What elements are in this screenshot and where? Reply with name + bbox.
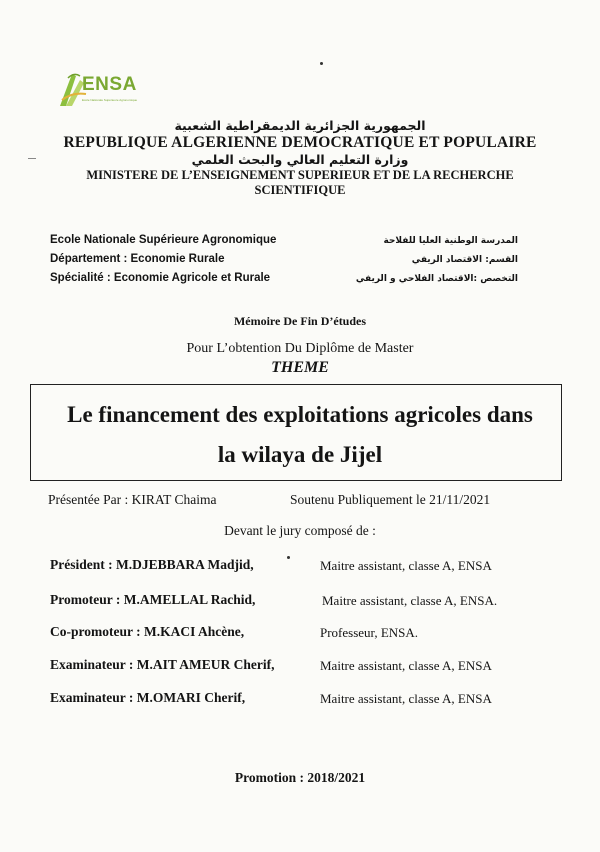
jury-member-role: Président : M.DJEBBARA Madjid, bbox=[50, 557, 254, 572]
jury-member-title: Professeur, ENSA. bbox=[320, 625, 419, 640]
school-name: Ecole Nationale Supérieure Agronomique bbox=[50, 234, 277, 246]
arabic-ministry-title: وزارة التعليم العالي والبحث العلمي bbox=[191, 152, 409, 167]
jury-member-title: Maitre assistant, classe A, ENSA bbox=[320, 691, 492, 706]
jury-member-role: Promoteur : M.AMELLAL Rachid, bbox=[50, 592, 256, 607]
department-name-arabic: القسم: الاقتصاد الريفي bbox=[411, 255, 518, 265]
scan-speck bbox=[320, 62, 323, 65]
ensa-logo bbox=[58, 70, 140, 112]
specialty-name-arabic: التخصص :الاقتصاد الفلاحي و الريفي bbox=[355, 274, 518, 284]
school-name-arabic: المدرسة الوطنية العليا للفلاحة bbox=[383, 236, 518, 246]
logo-subtitle: Ecole Nationale Supérieure Agronomique bbox=[82, 98, 138, 102]
jury-member-role: Co-promoteur : M.KACI Ahcène, bbox=[50, 624, 245, 639]
presented-by: Présentée Par : KIRAT Chaima bbox=[48, 492, 217, 507]
jury-member-role: Examinateur : M.AIT AMEUR Cherif, bbox=[50, 657, 275, 672]
jury-member-title: Maitre assistant, classe A, ENSA bbox=[320, 558, 492, 573]
memoire-label: Mémoire De Fin D’études bbox=[233, 314, 367, 328]
jury-member-role: Examinateur : M.OMARI Cherif, bbox=[50, 690, 246, 705]
defense-date: Soutenu Publiquement le 21/11/2021 bbox=[290, 492, 491, 507]
jury-intro: Devant le jury composé de : bbox=[224, 523, 376, 538]
republic-title: REPUBLIQUE ALGERIENNE DEMOCRATIQUE ET POPULAIRE bbox=[63, 134, 537, 151]
logo-name: ENSA bbox=[82, 74, 137, 95]
scan-speck bbox=[287, 556, 290, 559]
thesis-title-line2: la wilaya de Jijel bbox=[217, 442, 383, 467]
scan-mark bbox=[28, 158, 36, 159]
ministry-title-line2: SCIENTIFIQUE bbox=[254, 183, 346, 197]
jury-member-title: Maitre assistant, classe A, ENSA. bbox=[322, 593, 498, 608]
specialty-name: Spécialité : Economie Agricole et Rurale bbox=[50, 272, 271, 284]
thesis-title-line1: Le financement des exploitations agricoles dans bbox=[67, 402, 533, 427]
ministry-title-line1: MINISTERE DE L’ENSEIGNEMENT SUPERIEUR ET DE LA RECHERCHE bbox=[86, 168, 514, 182]
department-name: Département : Economie Rurale bbox=[50, 253, 225, 265]
arabic-republic-title: الجمهورية الجزائرية الديمقراطية الشعبية bbox=[174, 118, 426, 133]
jury-member-title: Maitre assistant, classe A, ENSA bbox=[320, 658, 492, 673]
theme-label: THEME bbox=[271, 359, 329, 376]
promotion-label: Promotion : 2018/2021 bbox=[234, 770, 366, 785]
obtention-label: Pour L’obtention Du Diplôme de Master bbox=[186, 341, 414, 356]
